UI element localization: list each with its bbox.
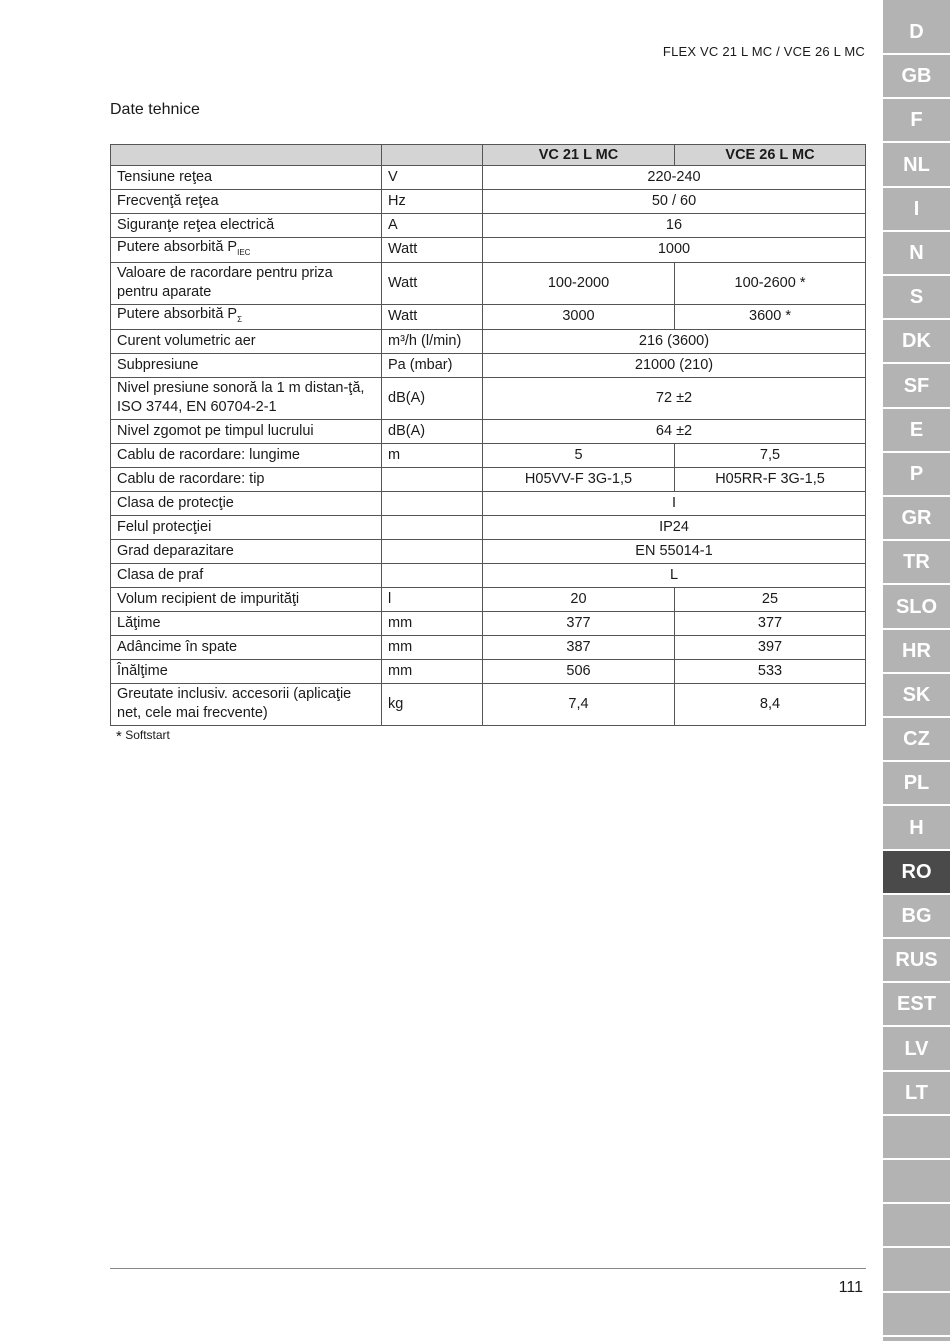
language-tab-est[interactable]: EST	[883, 983, 950, 1027]
table-row	[111, 190, 866, 214]
table-row	[111, 611, 866, 635]
table-row	[111, 304, 866, 329]
language-tab-d[interactable]: D	[883, 11, 950, 55]
row-label	[111, 353, 382, 377]
technical-data-table	[110, 144, 866, 726]
row-unit	[382, 491, 483, 515]
language-tab-empty	[883, 1204, 950, 1248]
language-tab-lt[interactable]: LT	[883, 1072, 950, 1116]
header-cell-empty	[382, 145, 483, 166]
row-label-text: Curent volumetric aer	[117, 332, 256, 349]
row-unit	[382, 539, 483, 563]
row-label-text: Nivel zgomot pe timpul lucrului	[117, 422, 314, 439]
table-row	[111, 377, 866, 419]
row-label	[111, 539, 382, 563]
row-value-vc21: 506	[483, 659, 675, 683]
language-tab-tr[interactable]: TR	[883, 541, 950, 585]
header-model-title: FLEX VC 21 L MC / VCE 26 L MC	[662, 44, 865, 59]
row-value-shared: L	[483, 563, 866, 587]
table-row	[111, 353, 866, 377]
row-label-text: Cablu de racordare: tip	[117, 470, 265, 487]
row-value-vce26: H05RR-F 3G-1,5	[675, 467, 866, 491]
language-tab-f[interactable]: F	[883, 99, 950, 143]
row-label	[111, 329, 382, 353]
row-value-vce26: 397	[675, 635, 866, 659]
table-row	[111, 262, 866, 304]
language-tab-lv[interactable]: LV	[883, 1028, 950, 1072]
language-tab-sk[interactable]: SK	[883, 674, 950, 718]
language-tab-hr[interactable]: HR	[883, 630, 950, 674]
row-label-subscript: Σ	[237, 314, 243, 324]
row-label	[111, 563, 382, 587]
language-tab-h[interactable]: H	[883, 807, 950, 851]
page-number: 111	[838, 1279, 863, 1296]
language-tab-e[interactable]: E	[883, 409, 950, 453]
row-label-text: Clasa de protecţie	[117, 494, 234, 511]
language-sidebar	[883, 0, 950, 1341]
row-label	[111, 611, 382, 635]
row-value-vce26: 25	[675, 587, 866, 611]
language-tab-ro[interactable]: RO	[883, 851, 950, 895]
language-tab-p[interactable]: P	[883, 453, 950, 497]
row-unit: Watt	[382, 262, 483, 304]
row-value-shared: EN 55014-1	[483, 539, 866, 563]
table-row	[111, 563, 866, 587]
row-label-text: Siguranţe reţea electrică	[117, 217, 275, 233]
row-value-vc21: 7,4	[483, 683, 675, 725]
row-label	[111, 419, 382, 443]
row-label-text: Tensiune reţea	[117, 169, 213, 185]
row-label	[111, 587, 382, 611]
table-row	[111, 214, 866, 238]
row-value-shared: IP24	[483, 515, 866, 539]
footer-divider	[110, 1268, 866, 1269]
row-label-text: Cablu de racordare: lungime	[117, 446, 300, 463]
row-value-shared: 1000	[483, 238, 866, 263]
row-value-vce26: 533	[675, 659, 866, 683]
row-label	[111, 467, 382, 491]
table-row	[111, 419, 866, 443]
row-label-text: Greutate inclusiv. accesorii (aplicaţie net, cele mai frecvente)	[117, 686, 352, 722]
row-unit: mm	[382, 611, 483, 635]
row-unit	[382, 563, 483, 587]
row-label	[111, 304, 382, 329]
row-label-text: Valoare de racordare pentru priza pentru aparate	[117, 265, 333, 301]
table-body	[111, 166, 866, 726]
row-value-vc21: 387	[483, 635, 675, 659]
row-label-text: Putere absorbită P	[117, 305, 238, 322]
row-label-text: Lăţime	[117, 614, 161, 631]
language-tab-bg[interactable]: BG	[883, 895, 950, 939]
row-value-shared: 72 ±2	[483, 377, 866, 419]
row-label-text: Nivel presiune sonoră la 1 m distan-ţă, ISO 3744, EN 60704-2-1	[117, 380, 365, 416]
language-tab-sf[interactable]: SF	[883, 365, 950, 409]
row-label	[111, 214, 382, 238]
row-unit: Watt	[382, 238, 483, 263]
language-tab-empty	[883, 1249, 950, 1293]
row-value-vce26: 377	[675, 611, 866, 635]
language-tab-empty	[883, 1160, 950, 1204]
footnote-star: *	[116, 728, 122, 745]
row-label	[111, 262, 382, 304]
row-value-vc21: H05VV-F 3G-1,5	[483, 467, 675, 491]
row-unit: m³/h (l/min)	[382, 329, 483, 353]
row-label	[111, 515, 382, 539]
table-row	[111, 329, 866, 353]
row-unit	[382, 467, 483, 491]
language-tab-dk[interactable]: DK	[883, 320, 950, 364]
row-value-vc21: 377	[483, 611, 675, 635]
language-tab-s[interactable]: S	[883, 276, 950, 320]
row-label-text: Înălţime	[117, 662, 168, 679]
language-tab-rus[interactable]: RUS	[883, 939, 950, 983]
language-tab-empty	[883, 1116, 950, 1160]
row-label	[111, 635, 382, 659]
row-unit: m	[382, 443, 483, 467]
row-value-vce26: 7,5	[675, 443, 866, 467]
table-row	[111, 515, 866, 539]
row-label	[111, 443, 382, 467]
table-row	[111, 683, 866, 725]
row-label-text: Frecvenţă reţea	[117, 193, 219, 209]
row-label-text: Grad deparazitare	[117, 542, 234, 559]
table-row	[111, 166, 866, 190]
language-tab-slo[interactable]: SLO	[883, 586, 950, 630]
section-title: Date tehnice	[110, 101, 200, 118]
row-unit: dB(A)	[382, 377, 483, 419]
language-tab-gb[interactable]: GB	[883, 55, 950, 99]
row-value-vce26: 3600 *	[675, 304, 866, 329]
table-row	[111, 635, 866, 659]
table-row	[111, 238, 866, 263]
row-unit: Pa (mbar)	[382, 353, 483, 377]
row-value-shared: 50 / 60	[483, 190, 866, 214]
table-row	[111, 539, 866, 563]
row-label	[111, 491, 382, 515]
row-unit: A	[382, 214, 483, 238]
row-value-vce26: 100-2600 *	[675, 262, 866, 304]
table-row	[111, 491, 866, 515]
language-tab-pl[interactable]: PL	[883, 762, 950, 806]
row-label-text: Clasa de praf	[117, 566, 204, 583]
table-row	[111, 467, 866, 491]
language-tab-gr[interactable]: GR	[883, 497, 950, 541]
row-value-shared: I	[483, 491, 866, 515]
row-value-shared: 21000 (210)	[483, 353, 866, 377]
row-label-text: Volum recipient de impurităţi	[117, 590, 300, 607]
row-unit: Hz	[382, 190, 483, 214]
row-value-vc21: 20	[483, 587, 675, 611]
language-tab-empty	[883, 1293, 950, 1337]
row-label	[111, 377, 382, 419]
row-value-vc21: 5	[483, 443, 675, 467]
row-unit: dB(A)	[382, 419, 483, 443]
footnote	[116, 728, 170, 745]
language-tab-cz[interactable]: CZ	[883, 718, 950, 762]
row-label	[111, 190, 382, 214]
row-unit: l	[382, 587, 483, 611]
row-value-shared: 220-240	[483, 166, 866, 190]
row-label	[111, 683, 382, 725]
row-label-text: Felul protecţiei	[117, 518, 212, 535]
row-unit: kg	[382, 683, 483, 725]
table-row	[111, 443, 866, 467]
row-value-vc21: 3000	[483, 304, 675, 329]
row-label-subscript: IEC	[237, 247, 251, 257]
header-cell-empty	[111, 145, 382, 166]
row-unit: mm	[382, 659, 483, 683]
row-unit: V	[382, 166, 483, 190]
row-label	[111, 238, 382, 263]
row-value-vce26: 8,4	[675, 683, 866, 725]
row-value-shared: 64 ±2	[483, 419, 866, 443]
row-label	[111, 659, 382, 683]
column-header-vce26: VCE 26 L MC	[675, 145, 866, 166]
column-header-vc21: VC 21 L MC	[483, 145, 675, 166]
table-row	[111, 587, 866, 611]
language-tab-i[interactable]: I	[883, 188, 950, 232]
row-value-shared: 16	[483, 214, 866, 238]
row-label-text: Adâncime în spate	[117, 638, 238, 655]
language-tab-n[interactable]: N	[883, 232, 950, 276]
row-unit: mm	[382, 635, 483, 659]
row-value-shared: 216 (3600)	[483, 329, 866, 353]
row-label-text: Putere absorbită P	[117, 239, 238, 255]
row-label-text: Subpresiune	[117, 356, 199, 373]
table-header-row	[111, 145, 866, 166]
row-label	[111, 166, 382, 190]
row-value-vc21: 100-2000	[483, 262, 675, 304]
row-unit: Watt	[382, 304, 483, 329]
table-row	[111, 659, 866, 683]
row-unit	[382, 515, 483, 539]
language-tab-nl[interactable]: NL	[883, 144, 950, 188]
footnote-text: Softstart	[125, 728, 170, 742]
